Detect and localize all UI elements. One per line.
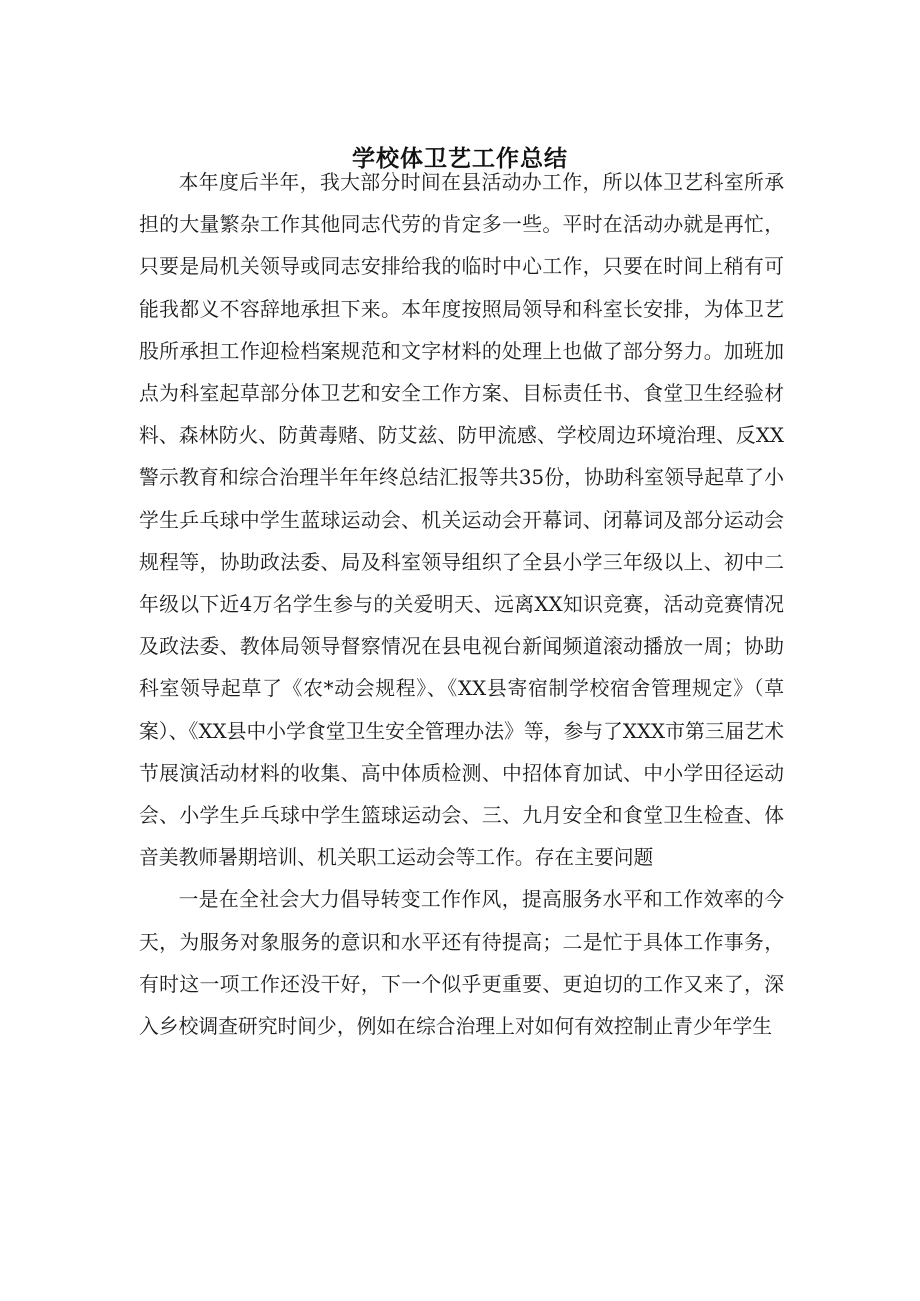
document-title: 学校体卫艺工作总结 <box>352 146 568 172</box>
paragraph-problems: 一是在全社会大力倡导转变工作作风，提高服务水平和工作效率的今天，为服务对象服务的意识和水平还有待提高；二是忙于具体工作事务，有时这一项工作还没干好，下一个似乎更重要、更迫切的工作又来了，深入乡校调查研究时间少，例如在综合治理上对如何有效控制止青少年学生 <box>139 888 784 1039</box>
document-body <box>139 162 784 1048</box>
paragraph-work-summary: 本年度后半年，我大部分时间在县活动办工作，所以体卫艺科室所承担的大量繁杂工作其他同志代劳的肯定多一些。平时在活动办就是再忙，只要是局机关领导或同志安排给我的临时中心工作，只要在时间上稍有可能我都义不容辞地承担下来。本年度按照局领导和科室长安排，为体卫艺股所承担工作迎检档案规范和文字材料的处理上也做了部分努力。加班加点为科室起草部分体卫艺和安全工作方案、目标责任书、食堂卫生经验材料、森林防火、防黄毒赌、防艾兹、防甲流感、学校周边环境治理、反XX警示教育和综合治理半年年终总结汇报等共35份，协助科室领导起草了小学生乒乓球中学生蓝球运动会、机关运动会开幕词、闭幕词及部分运动会规程等，协助政法委、局及科室领导组织了全县小学三年级以上、初中二年级以下近4万名学生参与的关爱明天、远离XX知识竞赛，活动竞赛情况及政法委、教体局领导督察情况在县电视台新闻频道滚动播放一周；协助科室领导起草了《农*动会规程》、《XX县寄宿制学校宿舍管理规定》（草案）、《XX县中小学食堂卫生安全管理办法》等，参与了XXX市第三届艺术节展演活动材料的收集、高中体质检测、中招体育加试、中小学田径运动会、小学生乒乓球中学生篮球运动会、三、九月安全和食堂卫生检查、体音美教师暑期培训、机关职工运动会等工作。存在主要问题 <box>139 171 784 870</box>
